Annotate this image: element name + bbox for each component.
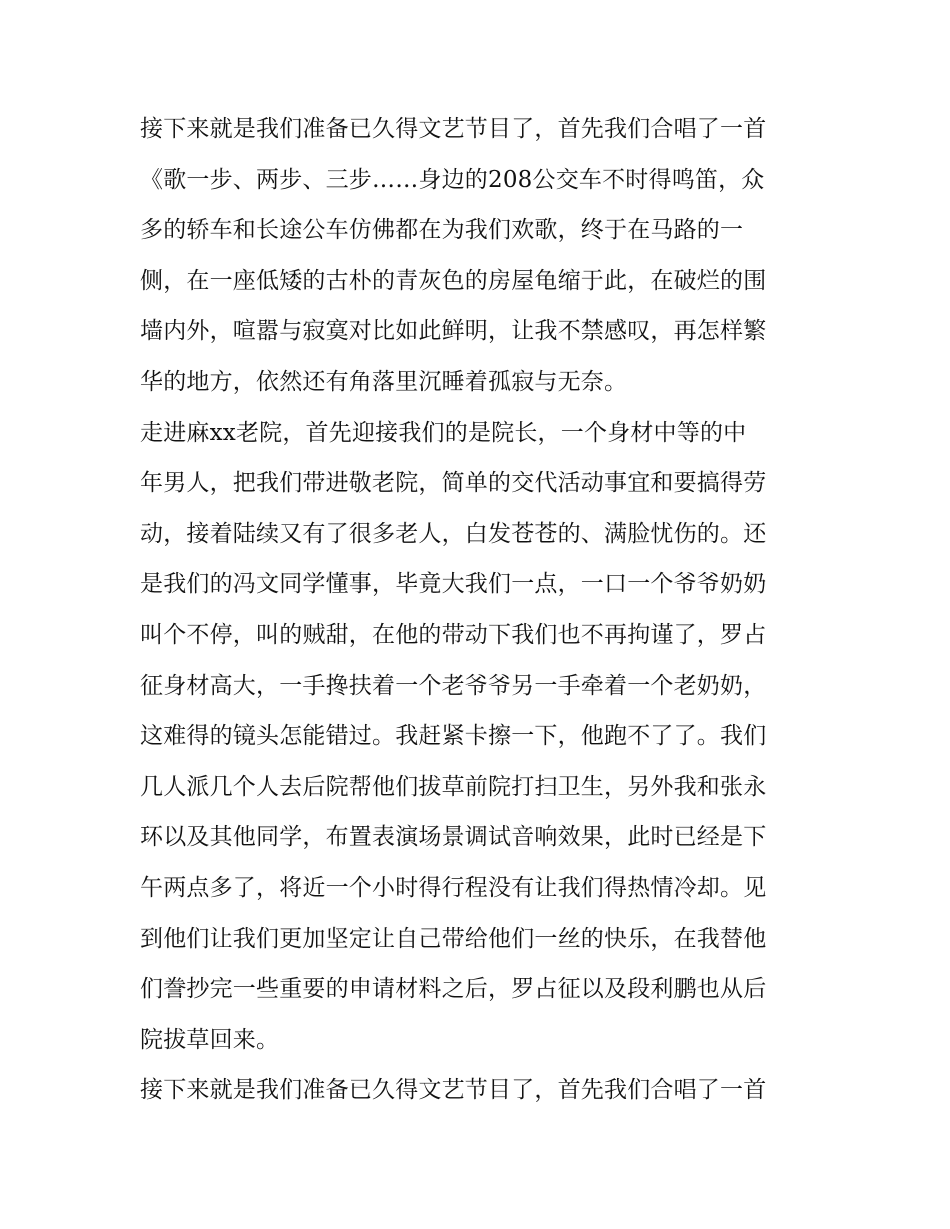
text-line: 几人派几个人去后院帮他们拔草前院打扫卫生，另外我和张永 xyxy=(140,773,767,800)
text-line: 到他们让我们更加坚定让自己带给他们一丝的快乐，在我替他 xyxy=(140,925,767,952)
text-line: 接下来就是我们准备已久得文艺节目了，首先我们合唱了一首 xyxy=(140,1077,767,1104)
text-line: 华的地方，依然还有角落里沉睡着孤寂与无奈。 xyxy=(140,368,628,395)
text-line: 们誊抄完一些重要的申请材料之后，罗占征以及段利鹏也从后 xyxy=(140,976,767,1003)
text-line: 《歌一步、两步、三步……身边的208公交车不时得鸣笛，众 xyxy=(140,166,765,193)
text-line: 叫个不停，叫的贼甜，在他的带动下我们也不再拘谨了，罗占 xyxy=(140,621,767,648)
text-line: 环以及其他同学，布置表演场景调试音响效果，此时已经是下 xyxy=(140,824,767,851)
text-line: 接下来就是我们准备已久得文艺节目了，首先我们合唱了一首 xyxy=(140,116,767,142)
text-line: 是我们的冯文同学懂事，毕竟大我们一点，一口一个爷爷奶奶 xyxy=(140,571,767,598)
text-line: 墙内外，喧嚣与寂寞对比如此鲜明，让我不禁感叹，再怎样繁 xyxy=(140,318,767,345)
text-line: 走进麻xx老院，首先迎接我们的是院长，一个身材中等的中 xyxy=(140,419,747,446)
text-line: 这难得的镜头怎能错过。我赶紧卡擦一下，他跑不了了。我们 xyxy=(140,723,767,750)
text-line: 多的轿车和长途公车仿佛都在为我们欢歌，终于在马路的一 xyxy=(140,217,744,244)
text-line: 动，接着陆续又有了很多老人，白发苍苍的、满脸忧伤的。还 xyxy=(140,520,767,547)
text-line: 年男人，把我们带进敬老院，简单的交代活动事宜和要搞得劳 xyxy=(140,470,767,497)
text-line: 侧，在一座低矮的古朴的青灰色的房屋龟缩于此，在破烂的围 xyxy=(140,267,767,294)
text-line: 院拔草回来。 xyxy=(140,1026,280,1053)
document-body xyxy=(140,104,820,1116)
text-line: 征身材高大，一手搀扶着一个老爷爷另一手牵着一个老奶奶， xyxy=(140,672,767,699)
text-line: 午两点多了，将近一个小时得行程没有让我们得热情冷却。见 xyxy=(140,874,767,901)
